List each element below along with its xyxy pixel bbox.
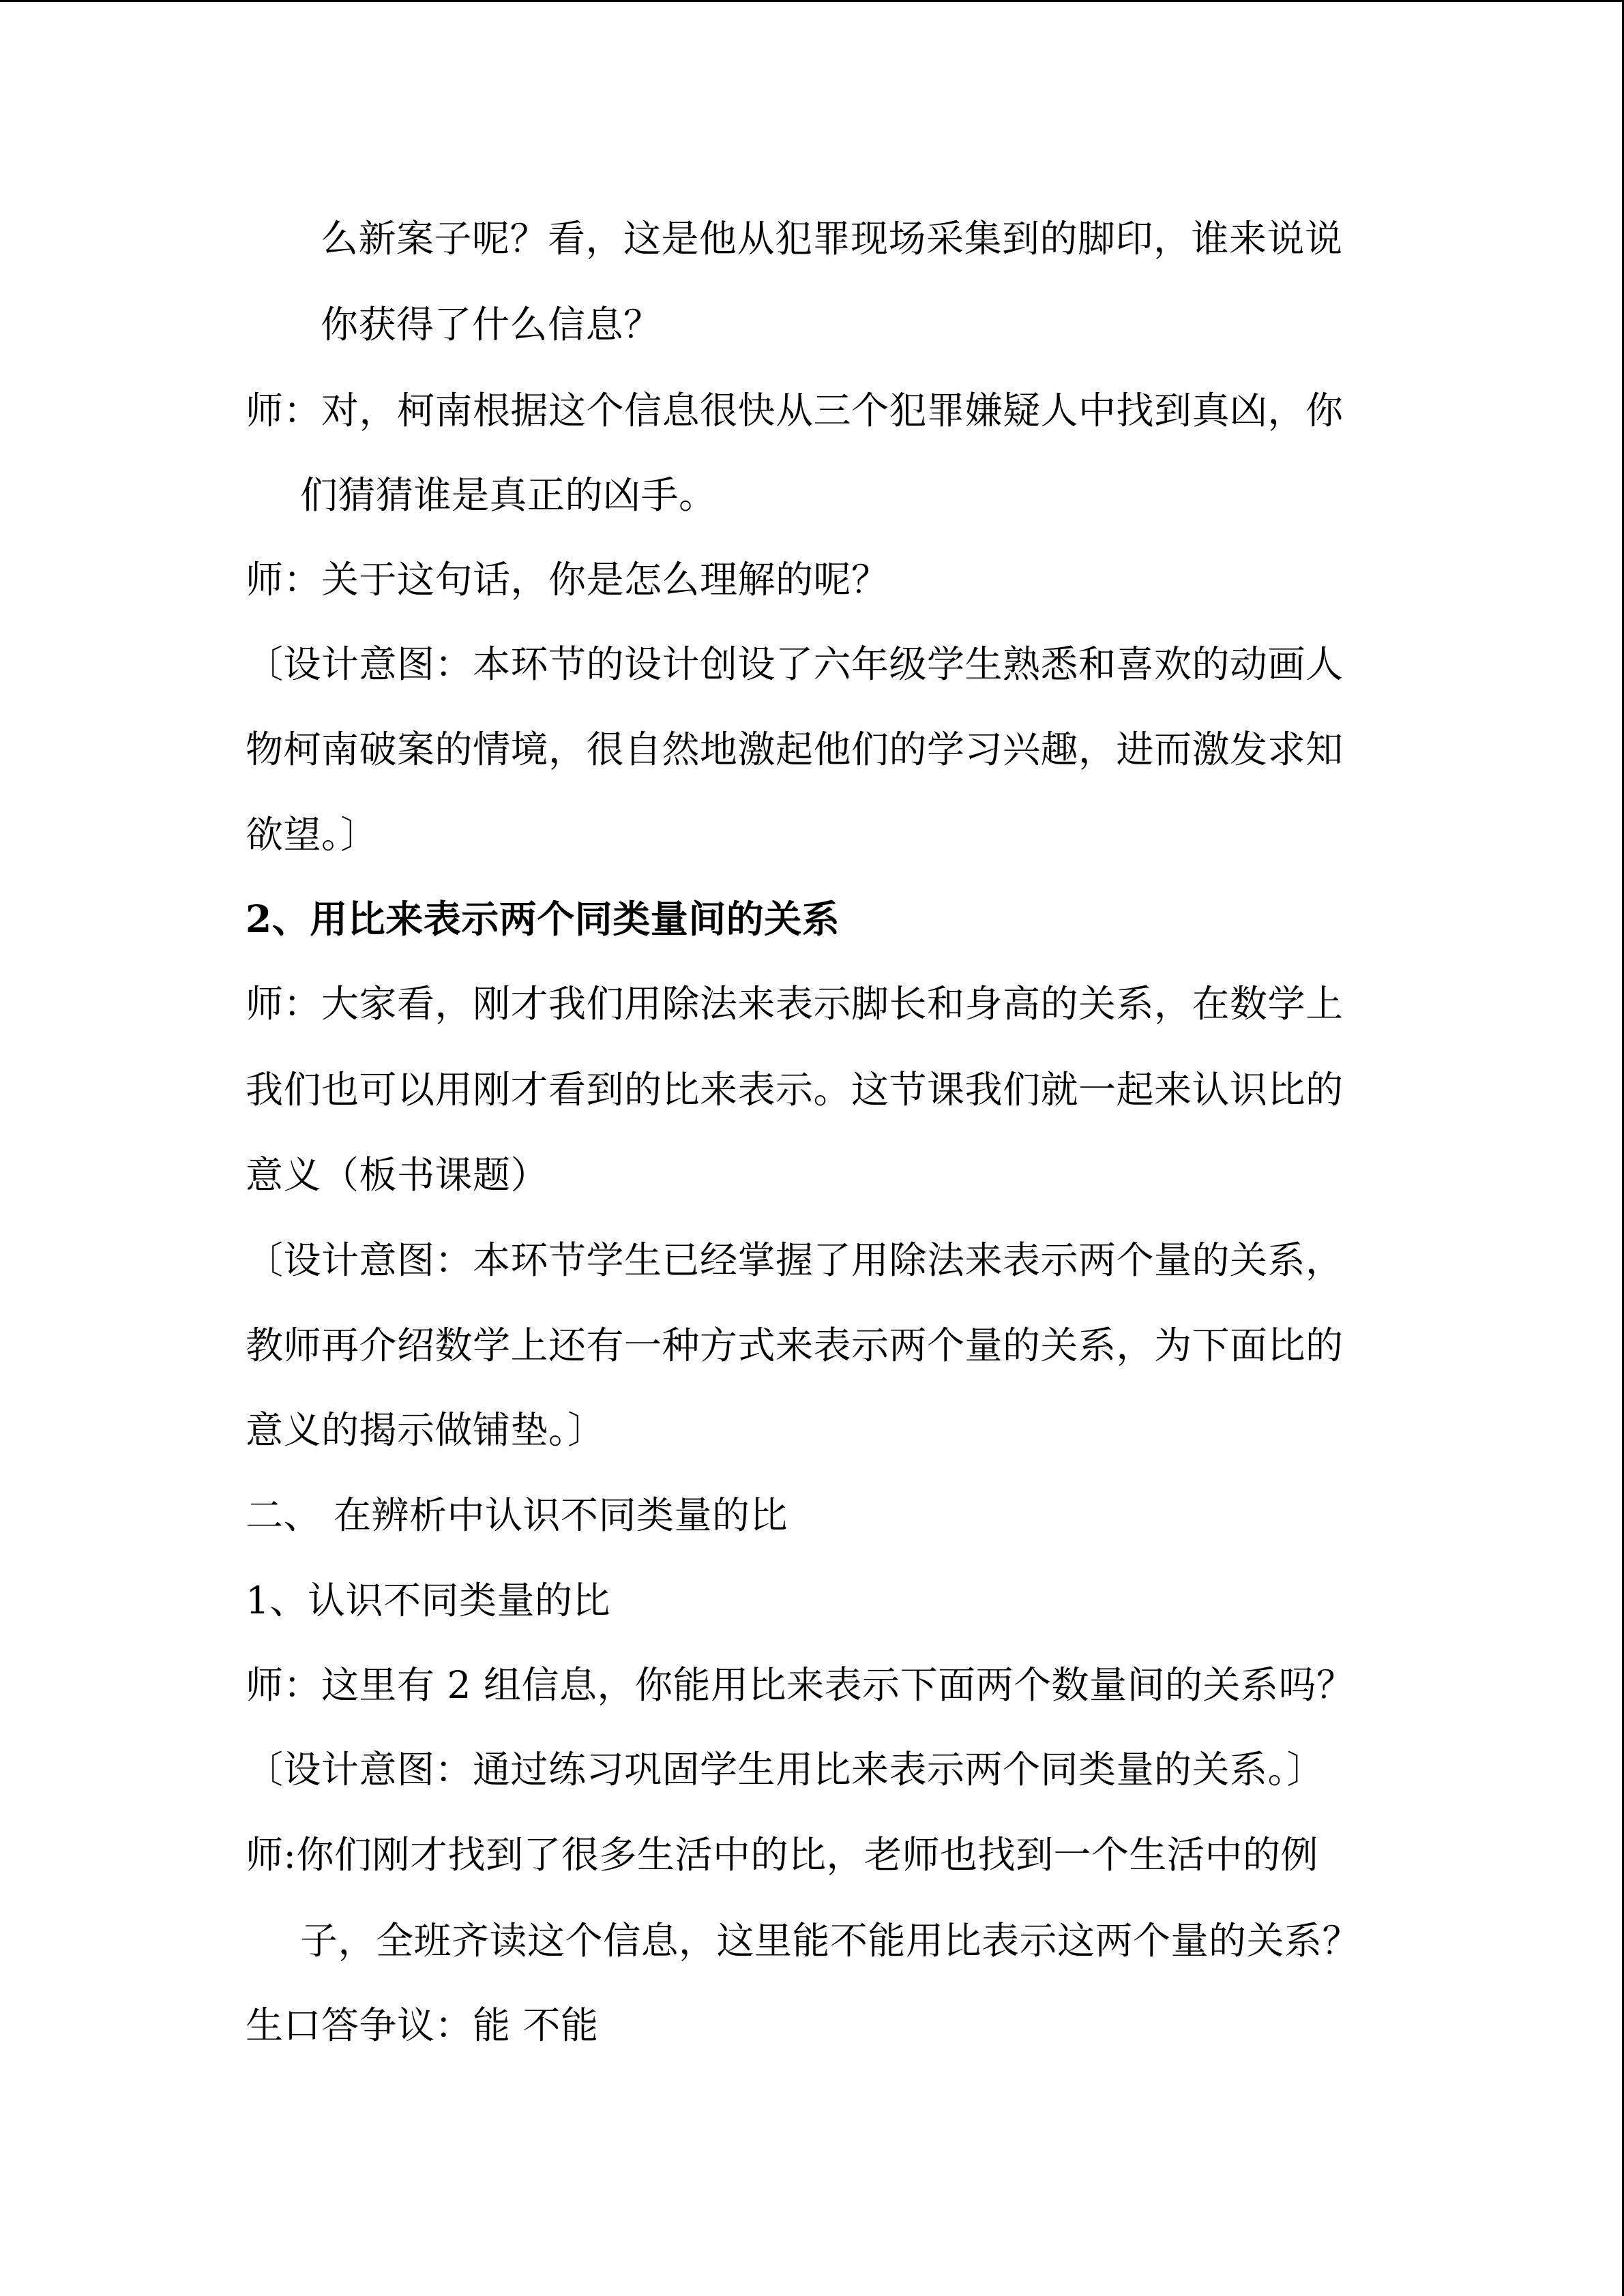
page-top-border: [0, 0, 1624, 2]
text-line: 师：大家看，刚才我们用除法来表示脚长和身高的关系，在数学上: [246, 982, 1344, 1026]
design-note-line: 〔设计意图：本环节学生已经掌握了用除法来表示两个量的关系，: [246, 1238, 1344, 1282]
text-line: 师：对，柯南根据这个信息很快从三个犯罪嫌疑人中找到真凶，你: [246, 389, 1344, 432]
text-line: 师：关于这句话，你是怎么理解的呢？: [246, 558, 889, 601]
text-line: 们猜猜谁是真正的凶手。: [300, 473, 717, 517]
design-note-line: 教师再介绍数学上还有一种方式来表示两个量的关系，为下面比的: [246, 1324, 1344, 1367]
subsection-heading: 1、认识不同类量的比: [246, 1579, 610, 1622]
text-line: 生口答争议：能 不能: [246, 2003, 599, 2047]
text-line: 我们也可以用刚才看到的比来表示。这节课我们就一起来认识比的: [246, 1068, 1344, 1112]
design-note-line: 物柯南破案的情境，很自然地激起他们的学习兴趣，进而激发求知: [246, 728, 1344, 771]
design-note-line: 〔设计意图：本环节的设计创设了六年级学生熟悉和喜欢的动画人: [246, 642, 1344, 686]
text-line: 意义（板书课题）: [246, 1153, 549, 1197]
text-line: 你获得了什么信息？: [321, 303, 662, 346]
text-line: 师:你们刚才找到了很多生活中的比，老师也找到一个生活中的例: [246, 1833, 1319, 1877]
section-heading: 2、用比来表示两个同类量间的关系: [246, 897, 840, 941]
section-heading: 二、 在辨析中认识不同类量的比: [246, 1493, 788, 1537]
design-note-line: 欲望。〕: [246, 813, 379, 856]
design-note-line: 〔设计意图：通过练习巩固学生用比来表示两个同类量的关系。〕: [246, 1748, 1325, 1791]
text-line: 子，全班齐读这个信息，这里能不能用比表示这两个量的关系？: [300, 1919, 1361, 1963]
text-line: 么新案子呢？看，这是他从犯罪现场采集到的脚印，谁来说说: [321, 217, 1343, 260]
text-line: 师：这里有 2 组信息，你能用比来表示下面两个数量间的关系吗？: [246, 1663, 1355, 1707]
design-note-line: 意义的揭示做铺垫。〕: [246, 1408, 606, 1452]
